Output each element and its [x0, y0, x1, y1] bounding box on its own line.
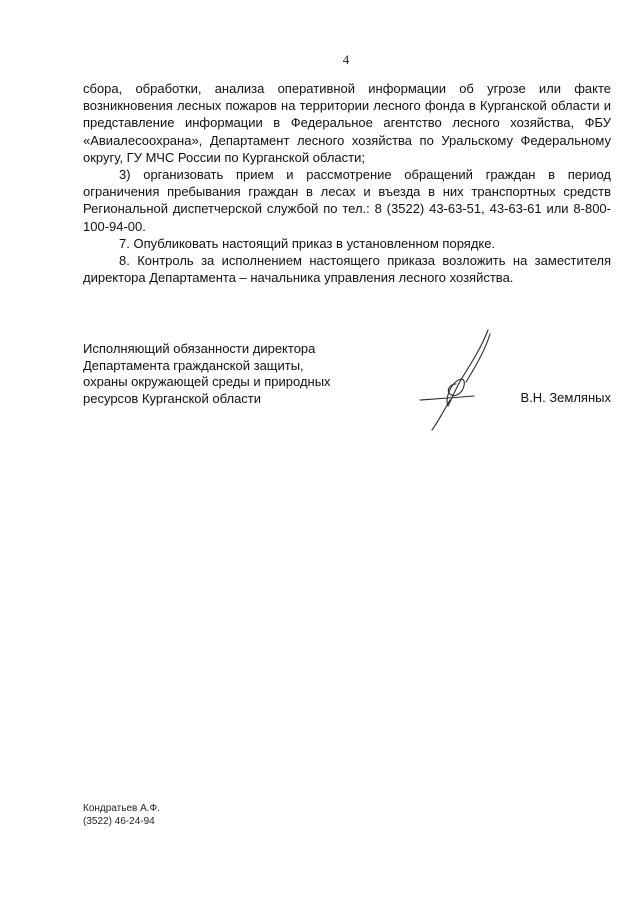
signer-position-line: ресурсов Курганской области: [83, 390, 262, 406]
paragraph-item-8: 8. Контроль за исполнением настоящего приказа возложить на заместителя директора Департамента – начальника управления лесного хозяйства.: [83, 253, 611, 286]
executor-phone: (3522) 46-24-94: [83, 816, 155, 827]
executor-info: [83, 802, 160, 828]
signature-block: [83, 341, 613, 407]
signature-strokes: [420, 330, 490, 430]
paragraph-item-3: 3) организовать прием и рассмотрение обращений граждан в период ограничения пребывания граждан в лесах и въезда в них транспортных средств Региональной диспетчерской службой по тел.: 8 (3522) 43-63-51, 43-63-61 или 8-800-100-94-00.: [83, 167, 611, 234]
page-number: 4: [342, 52, 350, 67]
document-body: [83, 80, 611, 286]
signer-name: В.Н. Земляных: [520, 390, 611, 405]
executor-name: Кондратьев А.Ф.: [83, 803, 160, 814]
signer-position-line: охраны окружающей среды и природных: [83, 374, 331, 389]
paragraph-continuation: сбора, обработки, анализа оперативной информации об угрозе или факте возникновения лесных пожаров на территории лесного фонда в Курганской области и представление информации в Федеральное агентство лесного хозяйства, ФБУ «Авиалесоохрана», Департамент лесного хозяйства по Уральскому Федеральному округу, ГУ МЧС России по Курганской области;: [83, 81, 611, 165]
signer-position-line: Исполняющий обязанности директора: [83, 341, 316, 356]
handwritten-signature: [416, 328, 496, 432]
signer-position-line: Департамента гражданской защиты,: [83, 357, 304, 373]
paragraph-item-7: 7. Опубликовать настоящий приказ в установленном порядке.: [119, 235, 496, 251]
